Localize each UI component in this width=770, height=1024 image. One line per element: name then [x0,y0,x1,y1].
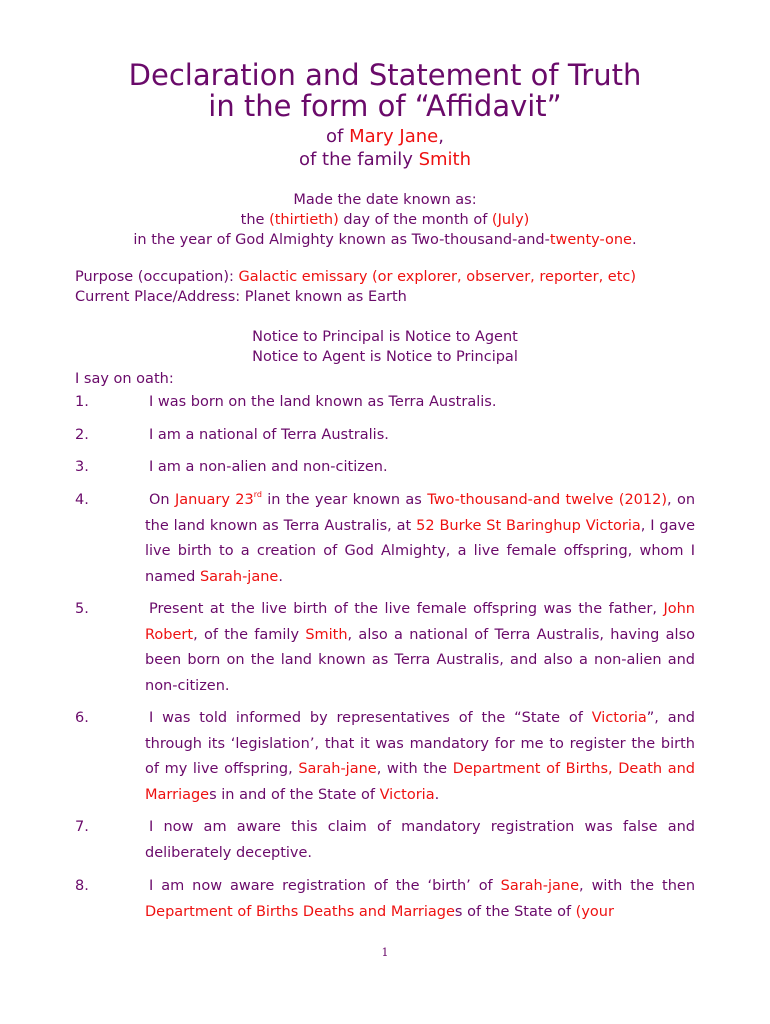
date-line3-b: . [631,232,637,248]
declarant-family-prefix: of the family [298,149,419,170]
oath-intro: I say on oath: [75,371,174,387]
item4-text-c: , on the land known as Terra Australis, at [145,492,696,534]
notice-line1: Notice to Principal is Notice to Agent [252,329,518,345]
item-text: I am a national of Terra Australis. [149,427,389,443]
item-number: 8. [75,878,89,894]
item5-text-a: Present at the live birth of the live female offspring was the father, [149,601,664,617]
declarant-family-name: Smith [418,149,472,170]
item5-father-name: John Robert [145,601,695,643]
item-number: 3. [75,459,89,475]
oath-item-3 [75,455,695,481]
item8-child-name: Sarah-jane [500,878,580,894]
item6-text-a: I was told informed by representatives of the “State of [149,710,592,726]
item6-state: Victoria [591,710,647,726]
item-number: 4. [75,492,89,508]
declarant-name-line [0,126,770,148]
oath-item-8 [75,874,695,925]
purpose-line [75,267,636,287]
oath-item-7 [75,815,695,866]
oath-item-1 [75,390,695,416]
date-line2-a: the [240,212,270,228]
item8-state: (your [575,903,614,920]
date-month: (July) [491,212,530,228]
item4-text-a: On [149,492,175,508]
item4-date-suffix: rd [253,490,262,499]
notice-line2: Notice to Agent is Notice to Principal [252,349,518,365]
item4-date: January 23 [174,492,254,508]
item6-state-2: Victoria [379,786,435,803]
purpose-value: Galactic emissary (or explorer, observer, reporter, etc) [238,269,637,285]
item6-child-name: Sarah-jane [298,761,377,777]
item-number: 5. [75,601,89,617]
page-number: 1 [381,946,389,959]
document-title-line1: Declaration and Statement of Truth [128,58,642,92]
item-text [145,488,695,590]
item4-text-e: . [278,568,283,585]
item6-text-e: . [434,786,440,803]
item6-text-b: ”, and through its ‘legislation’, that it was mandatory for me to register the birth of my live offspring, [145,710,695,777]
declarant-of-prefix: of [326,126,350,147]
date-line3 [0,230,770,250]
item-number: 2. [75,427,89,443]
item4-year: Two-thousand-and twelve (2012) [427,492,668,508]
item8-text-b: , with the then [579,878,696,894]
item-text: I now am aware this claim of mandatory registration was false and deliberately deceptive. [145,819,695,861]
oath-item-6 [75,706,695,808]
date-line3-a: in the year of God Almighty known as Two-thousand-and- [133,232,550,248]
address-line: Current Place/Address: Planet known as Earth [75,289,407,305]
item6-text-d: s in and of the State of [209,786,380,803]
item-text [145,874,695,925]
item-text [145,706,695,808]
declarant-given-name: Mary Jane [349,126,439,147]
date-day: (thirtieth) [269,212,339,228]
item8-text-a: I am now aware registration of the ‘birth’ of [149,878,501,894]
item8-text-c: s of the State of [454,903,576,920]
oath-item-2 [75,423,695,449]
declarant-family-line [0,149,770,171]
item4-address: 52 Burke St Baringhup Victoria [416,517,641,534]
item4-text-b: in the year known as [261,492,428,508]
date-line2-b: day of the month of [338,212,492,228]
item5-text-b: , of the family [193,626,306,643]
date-line2 [0,210,770,230]
date-year-part: twenty-one [549,232,632,248]
item4-child-name: Sarah-jane [199,568,279,585]
item4-text-d: , I gave live birth to a creation of God Almighty, a live female offspring, whom I named [145,517,696,585]
item-text: I am a non-alien and non-citizen. [149,459,388,475]
purpose-label: Purpose (occupation): [75,269,239,285]
item6-department: Department of Births, Death and Marriage [145,761,695,803]
item-number: 1. [75,394,89,410]
item8-department: Department of Births Deaths and Marriage [145,903,455,920]
oath-item-5 [75,597,695,699]
declarant-given-suffix: , [438,126,444,147]
item6-text-c: , with the [376,761,453,777]
item-number: 6. [75,710,89,726]
oath-item-4 [75,488,695,590]
item5-text-c: , also a national of Terra Australis, having also been born on the land known as Terra Australis, and also a non-alien and non-citizen. [145,626,696,694]
item-number: 7. [75,819,89,835]
document-title-line2: in the form of “Affidavit” [208,89,562,123]
item5-family-name: Smith [305,626,348,643]
date-line1: Made the date known as: [293,192,477,208]
item-text: I was born on the land known as Terra Australis. [149,394,497,410]
item-text [145,597,695,699]
